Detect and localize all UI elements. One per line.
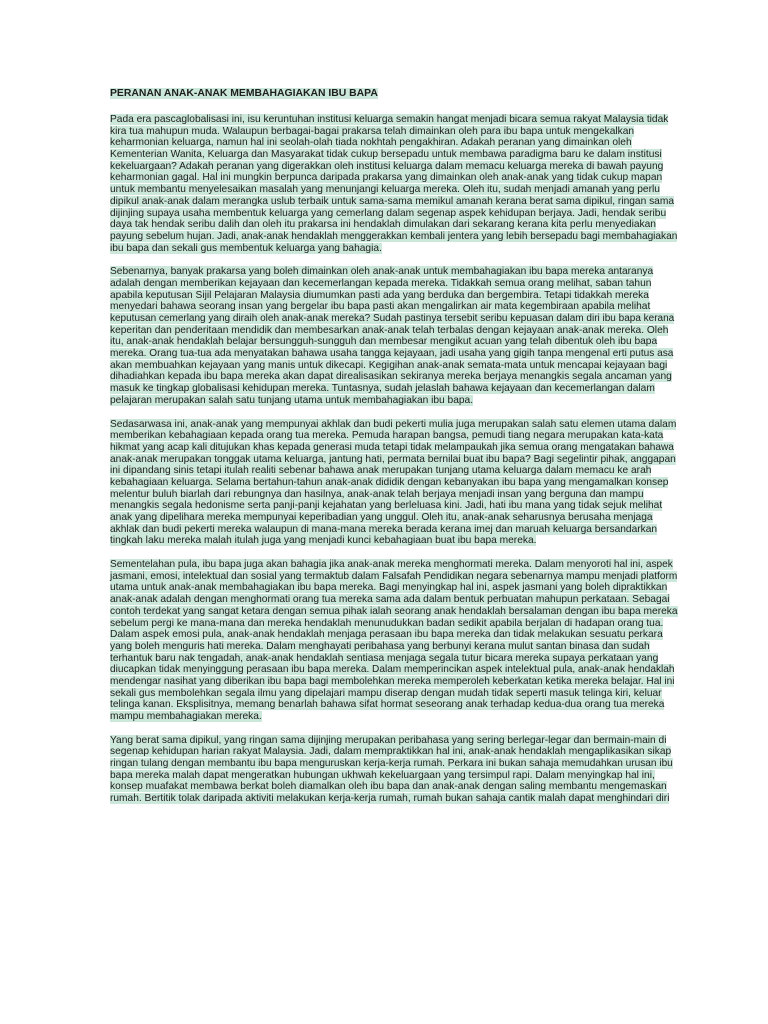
text-line bbox=[110, 231, 678, 243]
highlighted-text: adalah dengan memberikan kejayaan dan kecemerlangan kepada mereka. Tidakkah semua orang melihat, saban tahun bbox=[110, 277, 652, 289]
highlighted-text: masuk ke tingkap globalisasi kehidupan mereka. Tuntasnya, sudah jelaslah bahawa kejayaan dan kecemerlangan dalam bbox=[110, 383, 655, 395]
text-line bbox=[110, 137, 678, 149]
highlighted-text: ini dipandang sinis tetapi itulah realiti sebenar bahawa anak merupakan tunjang utama keluarga dalam memacu ke arah bbox=[110, 465, 652, 477]
text-line bbox=[110, 524, 678, 536]
text-line bbox=[110, 571, 678, 583]
highlighted-text: terhantuk baru nak tengadah, anak-anak hendaklah sentiasa menjaga segala tutur bicara mereka supaya perkataan yang bbox=[110, 652, 659, 664]
text-line bbox=[110, 184, 678, 196]
highlighted-text: akhlak dan budi pekerti mereka walaupun di mana-mana mereka berada kerana imej dan maruah keluarga bersandarkan bbox=[110, 523, 658, 535]
highlighted-text: anak yang dipelihara mereka mempunyai keperibadian yang unggul. Oleh itu, anak-anak seharusnya berusaha menjaga bbox=[110, 512, 653, 523]
highlighted-text: anak-anak merupakan tonggak utama keluarga, jantung hati, permata bernilai buat ibu bapa? Bagi segelintir pihak, anggapan bbox=[110, 453, 676, 465]
highlighted-text: melentur buluh biarlah dari rebungnya dan hasilnya, anak-anak telah berjaya menjadi insan yang berguna dan mampu bbox=[110, 488, 644, 500]
text-line bbox=[110, 711, 678, 723]
text-line bbox=[110, 172, 678, 184]
highlighted-text: untuk membantu menyelesaikan masalah yang menunjangi keluarga mereka. Oleh itu, sudah menjadi amanah yang perlu bbox=[110, 184, 660, 196]
text-line bbox=[110, 618, 678, 630]
highlighted-text: utama untuk anak-anak membahagiakan ibu bapa mereka. Bagi menyingkap hal ini, aspek jasmani yang boleh dipraktikkan bbox=[110, 582, 668, 594]
highlighted-text: yang boleh menguris hati mereka. Dalam menghayati peribahasa yang berbunyi kerana mulut santan binasa dan sudah bbox=[110, 640, 650, 652]
paragraph bbox=[110, 559, 678, 723]
text-line bbox=[110, 348, 678, 360]
highlighted-text: mampu membahagiakan mereka. bbox=[110, 711, 262, 722]
text-line bbox=[110, 313, 678, 325]
highlighted-text: segenap kehidupan harian rakyat Malaysia. Jadi, dalam mempraktikkan hal ini, anak-anak hendaklah mengaplikasikan sikap bbox=[110, 746, 672, 758]
highlighted-text: hikmat yang acap kali ditujukan khas kepada generasi muda tetapi tidak melampaukah jika semua orang mengatakan bahawa bbox=[110, 441, 674, 453]
text-line bbox=[110, 641, 678, 653]
highlighted-text: Pada era pascaglobalisasi ini, isu keruntuhan institusi keluarga semakin hangat menjadi bicara semua rakyat Malaysia tidak bbox=[110, 114, 669, 125]
text-line bbox=[110, 688, 678, 700]
highlighted-text: payung sebelum hujan. Jadi, anak-anak hendaklah menggerakkan kembali jentera yang lebih bersepadu bagi membahagiakan bbox=[110, 230, 678, 242]
highlighted-text: konsep muafakat membawa berkat boleh diamalkan oleh ibu bapa dan anak-anak dengan saling membantu mengemaskan bbox=[110, 781, 667, 793]
document-title: PERANAN ANAK-ANAK MEMBAHAGIAKAN IBU BAPA bbox=[110, 88, 378, 99]
highlighted-text: sekali gus membolehkan segala ilmu yang dipelajari mampu diserap dengan mudah tidak seperti masuk telinga kiri, keluar bbox=[110, 687, 662, 699]
text-line bbox=[110, 477, 678, 489]
highlighted-text: Dalam aspek emosi pula, anak-anak hendaklah menjaga perasaan ibu bapa mereka dan tidak melakukan sesuatu perkara bbox=[110, 629, 663, 641]
highlighted-text: dihadiahkan kepada ibu bapa mereka akan dapat direalisasikan sekiranya mereka berjaya menangkis segala ancaman yang bbox=[110, 371, 672, 383]
text-line bbox=[110, 676, 678, 688]
highlighted-text: apabila keputusan Sijil Pelajaran Malaysia diumumkan pasti ada yang berduka dan bergembira. Tetapi tidakkah mereka bbox=[110, 289, 649, 301]
text-line bbox=[110, 149, 678, 161]
text-line bbox=[110, 793, 678, 805]
highlighted-text: Sementelahan pula, ibu bapa juga akan bahagia jika anak-anak mereka menghormati mereka. Dalam menyoroti hal ini, aspek bbox=[110, 559, 673, 571]
text-line bbox=[110, 301, 678, 313]
text-line bbox=[110, 266, 678, 278]
highlighted-text: kira tua mahupun muda. Walaupun berbagai-bagai prakarsa telah dimainkan oleh para ibu bapa untuk mengekalkan bbox=[110, 125, 635, 137]
highlighted-text: daya tak hendak seribu dalih dan oleh itu prakarsa ini hendaklah dimulakan dari sekarang kerana kita perlu menyediakan bbox=[110, 219, 656, 231]
paragraph bbox=[110, 114, 678, 254]
text-line bbox=[110, 196, 678, 208]
text-line bbox=[110, 161, 678, 173]
highlighted-text: sebelum pergi ke mana-mana dan mereka hendaklah menunudukkan badan sedikit apabila berjalan di hadapan orang tua. bbox=[110, 617, 664, 629]
text-line bbox=[110, 383, 678, 395]
highlighted-text: akan membuahkan kejayaan yang manis untuk dikecapi. Kegigihan anak-anak semata-mata untuk mencapai kejayaan bagi bbox=[110, 359, 668, 371]
paragraph bbox=[110, 266, 678, 406]
text-line bbox=[110, 770, 678, 782]
highlighted-text: dipikul anak-anak dalam merangka uslub terbaik untuk sama-sama memikul amanah kerana berat sama dipikul, ringan sama bbox=[110, 195, 674, 207]
highlighted-text: Sedasarwasa ini, anak-anak yang mempunyai akhlak dan budi pekerti mulia juga merupakan salah satu elemen utama dalam bbox=[110, 418, 677, 430]
highlighted-text: ringan tulang dengan membantu ibu bapa menguruskan kerja-kerja rumah. Perkara ini bukan sahaja memudahkan urusan ibu bbox=[110, 758, 673, 770]
text-line bbox=[110, 735, 678, 747]
highlighted-text: tingkah laku mereka malah itulah juga yang menjadi kunci kebahagiaan buat ibu bapa mereka. bbox=[110, 535, 537, 547]
text-line bbox=[110, 500, 678, 512]
text-line bbox=[110, 465, 678, 477]
highlighted-text: kekeluargaan? Adakah peranan yang digerakkan oleh institusi keluarga dalam memacu keluarga mereka di bawah payung bbox=[110, 160, 664, 172]
highlighted-text: telinga kanan. Eksplisitnya, memang benarlah bahawa sifat hormat seseorang anak terhadap kedua-dua orang tua mereka bbox=[110, 699, 665, 711]
text-line bbox=[110, 454, 678, 466]
highlighted-text: kebahagiaan keluarga. Selama bertahun-tahun anak-anak dididik dengan kebanyakan ibu bapa yang mengamalkan konsep bbox=[110, 476, 669, 488]
paragraph bbox=[110, 735, 678, 805]
highlighted-text: Yang berat sama dipikul, yang ringan sama dijinjing merupakan peribahasa yang sering berlegar-legar dan bermain-main di bbox=[110, 734, 667, 746]
text-line bbox=[110, 582, 678, 594]
text-line bbox=[110, 781, 678, 793]
text-line bbox=[110, 535, 678, 547]
text-line bbox=[110, 395, 678, 407]
text-line bbox=[110, 699, 678, 711]
highlighted-text: menangkis segala hedonisme serta panji-panji kejahatan yang berleluasa kini. Jadi, hati ibu mana yang tidak sejuk melihat bbox=[110, 500, 663, 512]
text-line bbox=[110, 489, 678, 501]
highlighted-text: keperitan dan penderitaan mendidik dan membesarkan anak-anak telah terbalas dengan kejayaan anak-anak mereka. Oleh bbox=[110, 324, 669, 336]
text-line bbox=[110, 325, 678, 337]
text-line bbox=[110, 664, 678, 676]
text-line bbox=[110, 430, 678, 442]
text-line bbox=[110, 371, 678, 383]
document-page bbox=[110, 88, 678, 817]
text-line bbox=[110, 126, 678, 138]
highlighted-text: menyedari bahawa seorang insan yang bergelar ibu bapa pasti akan mengalirkan air mata kegembiraan apabila melihat bbox=[110, 301, 651, 313]
text-line bbox=[110, 653, 678, 665]
text-line bbox=[110, 629, 678, 641]
highlighted-text: mereka. Orang tua-tua ada menyatakan bahawa usaha tangga kejayaan, jadi usaha yang gigih tanpa mengenal erti putus asa bbox=[110, 348, 674, 360]
text-line bbox=[110, 243, 678, 255]
text-line bbox=[110, 114, 678, 126]
highlighted-text: Kementerian Wanita, Keluarga dan Masyarakat tidak cukup bersepadu untuk membawa paradigma baru ke dalam institusi bbox=[110, 149, 662, 161]
highlighted-text: memberikan kebahagiaan kepada orang tua mereka. Pemuda harapan bangsa, pemudi tiang negara merupakan kata-kata bbox=[110, 430, 664, 442]
document-body bbox=[110, 114, 678, 805]
text-line bbox=[110, 512, 678, 524]
text-line bbox=[110, 336, 678, 348]
highlighted-text: pelajaran merupakan salah satu tunjang utama untuk membahagiakan ibu bapa. bbox=[110, 394, 474, 406]
text-line bbox=[110, 758, 678, 770]
text-line bbox=[110, 290, 678, 302]
highlighted-text: jasmani, emosi, intelektual dan sosial yang termaktub dalam Falsafah Pendidikan negara sebenarnya mampu menjadi platform bbox=[110, 570, 678, 582]
highlighted-text: rumah. Bertitik tolak daripada aktiviti melakukan kerja-kerja rumah, rumah bukan sahaja cantik malah dapat menghindari diri bbox=[110, 793, 670, 805]
highlighted-text: keharmonian keluarga, namun hal ini seolah-olah tiada nokhtah pengakhiran. Adakah peranan yang dimainkan oleh bbox=[110, 137, 632, 149]
text-line bbox=[110, 559, 678, 571]
text-line bbox=[110, 219, 678, 231]
text-line bbox=[110, 606, 678, 618]
text-line bbox=[110, 594, 678, 606]
highlighted-text: ibu bapa dan sekali gus membentuk keluarga yang bahagia. bbox=[110, 242, 382, 254]
highlighted-text: Sebenarnya, banyak prakarsa yang boleh dimainkan oleh anak-anak untuk membahagiakan ibu bapa mereka antaranya bbox=[110, 266, 654, 278]
highlighted-text: bapa mereka malah dapat mengeratkan hubungan ukhwah kekeluargaan yang tersimpul rapi. Dalam menyingkap hal ini, bbox=[110, 769, 655, 781]
highlighted-text: dijinjing supaya usaha membentuk keluarga yang cemerlang dalam segenap aspek kehidupan berjaya. Jadi, hendak seribu bbox=[110, 207, 667, 219]
text-line bbox=[110, 278, 678, 290]
highlighted-text: keputusan cemerlang yang diraih oleh anak-anak mereka? Sudah pastinya tersebit seribu kepuasan dalam diri ibu bapa kerana bbox=[110, 313, 675, 324]
text-line bbox=[110, 746, 678, 758]
highlighted-text: mendengar nasihat yang diberikan ibu bapa bagi membolehkan mereka memperoleh keberkatan ketika mereka belajar. Hal ini bbox=[110, 675, 675, 687]
highlighted-text: contoh terdekat yang sangat ketara dengan semua pihak ialah seorang anak hendaklah bersalaman dengan ibu bapa mereka bbox=[110, 605, 678, 617]
paragraph bbox=[110, 419, 678, 548]
highlighted-text: anak-anak adalah dengan menghormati orang tua mereka sama ada dalam bentuk perbuatan mahupun perkataan. Sebagai bbox=[110, 594, 670, 606]
text-line bbox=[110, 360, 678, 372]
text-line bbox=[110, 419, 678, 431]
text-line bbox=[110, 442, 678, 454]
text-line bbox=[110, 208, 678, 220]
highlighted-text: itu, anak-anak hendaklah belajar bersungguh-sungguh dan membesar mengikut acuan yang telah dibentuk oleh ibu bapa bbox=[110, 336, 658, 348]
highlighted-text: diucapkan tidak menyinggung perasaan ibu bapa mereka. Dalam memperincikan aspek intelektual pula, anak-anak hendaklah bbox=[110, 664, 675, 676]
highlighted-text: keharmonian gagal. Hal ini mungkin berpunca daripada prakarsa yang dimainkan oleh anak-anak yang tidak cukup mapan bbox=[110, 172, 663, 184]
